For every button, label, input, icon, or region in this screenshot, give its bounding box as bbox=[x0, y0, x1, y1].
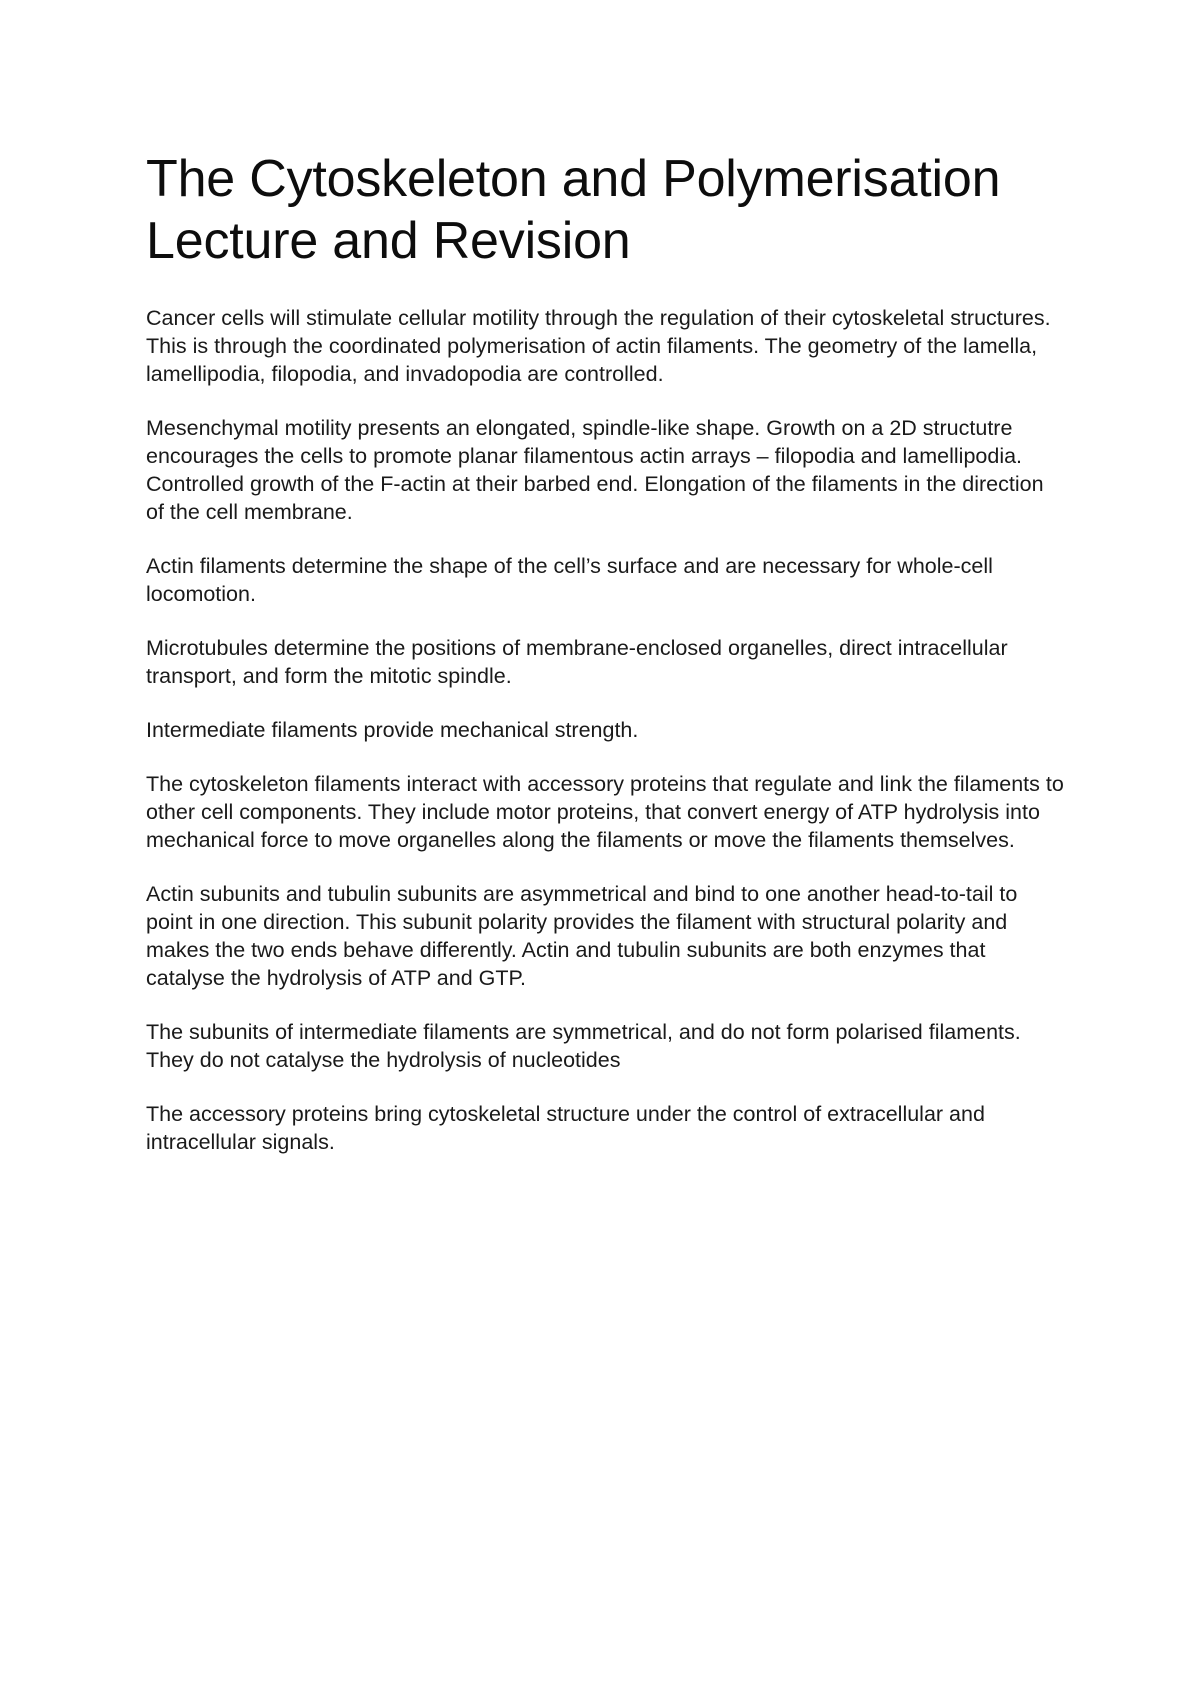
paragraph-mesenchymal-motility: Mesenchymal motility presents an elongated, spindle-like shape. Growth on a 2D structutre encourages the cells to promote planar filamentous actin arrays – filopodia and lamellipodia. Controlled growth of the F-actin at their barbed end. Elongation of the filaments in the direction of the cell membrane. bbox=[146, 416, 1044, 524]
paragraph-cancer-cell-motility: Cancer cells will stimulate cellular motility through the regulation of their cytoskeletal structures. This is through the coordinated polymerisation of actin filaments. The geometry of the lamella, lamellipodia, filopodia, and invadopodia are controlled. bbox=[146, 306, 1051, 386]
document-title bbox=[146, 148, 1066, 272]
paragraph-subunit-polarity: Actin subunits and tubulin subunits are asymmetrical and bind to one another head-to-tail to point in one direction. This subunit polarity provides the filament with structural polarity and makes the two ends behave differently. Actin and tubulin subunits are both enzymes that catalyse the hydrolysis of ATP and GTP. bbox=[146, 882, 1018, 990]
paragraph-microtubules: Microtubules determine the positions of membrane-enclosed organelles, direct intracellular transport, and form the mitotic spindle. bbox=[146, 636, 1008, 688]
document-content bbox=[146, 148, 1066, 1182]
document-body bbox=[146, 304, 1066, 1156]
paragraph-intermediate-subunits: The subunits of intermediate filaments are symmetrical, and do not form polarised filaments. They do not catalyse the hydrolysis of nucleotides bbox=[146, 1020, 1021, 1072]
paragraph-signal-control: The accessory proteins bring cytoskeletal structure under the control of extracellular and intracellular signals. bbox=[146, 1102, 985, 1154]
title-line-2: Lecture and Revision bbox=[146, 212, 631, 270]
title-line-1: The Cytoskeleton and Polymerisation bbox=[146, 150, 1001, 208]
paragraph-actin-filaments: Actin filaments determine the shape of the cell’s surface and are necessary for whole-cell locomotion. bbox=[146, 554, 993, 606]
paragraph-intermediate-filaments: Intermediate filaments provide mechanical strength. bbox=[146, 718, 639, 742]
paragraph-accessory-proteins: The cytoskeleton filaments interact with accessory proteins that regulate and link the filaments to other cell components. They include motor proteins, that convert energy of ATP hydrolysis into mechanical force to move organelles along the filaments or move the filaments themselves. bbox=[146, 772, 1064, 852]
